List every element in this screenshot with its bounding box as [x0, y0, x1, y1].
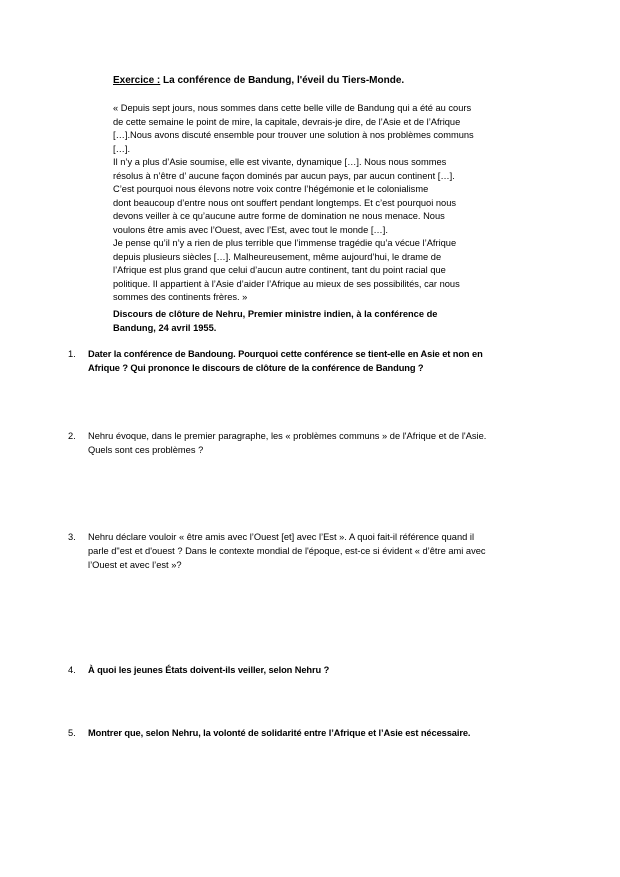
question-number: 2.: [68, 431, 76, 441]
quote-line: […].Nous avons discuté ensemble pour trouver une solution à nos problèmes communs: [113, 130, 474, 140]
quote-line: Je pense qu’il n’y a rien de plus terrible que l’immense tragédie qu’a vécue l’Afrique: [113, 238, 457, 248]
source-line: Bandung, 24 avril 1955.: [113, 322, 217, 333]
quote-line: de cette semaine le point de mire, la capitale, devrais-je dire, de l’Asie et de l’Afrique: [113, 116, 461, 127]
quote-line: Il n’y a plus d’Asie soumise, elle est vivante, dynamique […]. Nous nous sommes: [113, 157, 447, 167]
question-number: 3.: [68, 532, 76, 542]
question-line: À quoi les jeunes États doivent-ils veiller, selon Nehru ?: [88, 665, 330, 675]
exercise-title: [113, 75, 404, 87]
quote-line: « Depuis sept jours, nous sommes dans cette belle ville de Bandung qui a été au cours: [113, 103, 472, 113]
quote-line: C’est pourquoi nous élevons notre voix contre l’hégémonie et le colonialisme: [113, 184, 429, 194]
quote-block: [113, 102, 533, 305]
exercise-label: Exercice :: [113, 75, 161, 86]
quote-line: sommes des continents frères. »: [113, 292, 248, 302]
quote-line: depuis plusieurs siècles […]. Malheureusement, même aujourd’hui, le drame de: [113, 251, 442, 262]
quote-line: l’Afrique est plus grand que celui d’aucun autre continent, tant du point racial que: [113, 265, 446, 275]
quote-line: devons veiller à ce qu’aucune autre forme de domination ne nous menace. Nous: [113, 211, 445, 221]
question-number: 1.: [68, 349, 76, 359]
quote-line: […].: [113, 143, 131, 154]
quote-source: [113, 308, 437, 335]
question-line: Afrique ? Qui prononce le discours de clôture de la conférence de Bandung ?: [88, 363, 424, 373]
quote-line: dont beaucoup d’entre nous ont souffert pendant longtemps. Et c’est pourquoi nous: [113, 197, 457, 208]
question-line: parle d"est et d'ouest ? Dans le contexte mondial de l'époque, est-ce si évident « d’être ami avec: [88, 546, 486, 556]
source-line: Discours de clôture de Nehru, Premier ministre indien, à la conférence de: [113, 309, 438, 319]
question-number: 5.: [68, 728, 76, 738]
question-line: Nehru évoque, dans le premier paragraphe, les « problèmes communs » de l'Afrique et de l'Asie.: [88, 431, 487, 441]
quote-line: voulons être amis avec l’Ouest, avec l’Est, avec tout le monde […].: [113, 224, 388, 235]
quote-line: résolus à n’être d’ aucune façon dominés par aucun pays, par aucun continent […].: [113, 170, 455, 181]
exercise-heading: La conférence de Bandung, l'éveil du Tiers-Monde.: [160, 75, 405, 86]
quote-line: politique. Il appartient à l’Asie d’aider l’Afrique au mieux de ses possibilités, car nous: [113, 278, 460, 289]
question-line: l’Ouest et avec l’est »?: [88, 560, 182, 570]
question-line: Montrer que, selon Nehru, la volonté de solidarité entre l’Afrique et l’Asie est nécessaire.: [88, 728, 471, 738]
question-line: Dater la conférence de Bandoung. Pourquoi cette conférence se tient-elle en Asie et non en: [88, 349, 483, 359]
question-line: Nehru déclare vouloir « être amis avec l’Ouest [et] avec l’Est ». A quoi fait-il référence quand il: [88, 532, 475, 542]
question-line: Quels sont ces problèmes ?: [88, 445, 204, 455]
question-number: 4.: [68, 665, 76, 675]
